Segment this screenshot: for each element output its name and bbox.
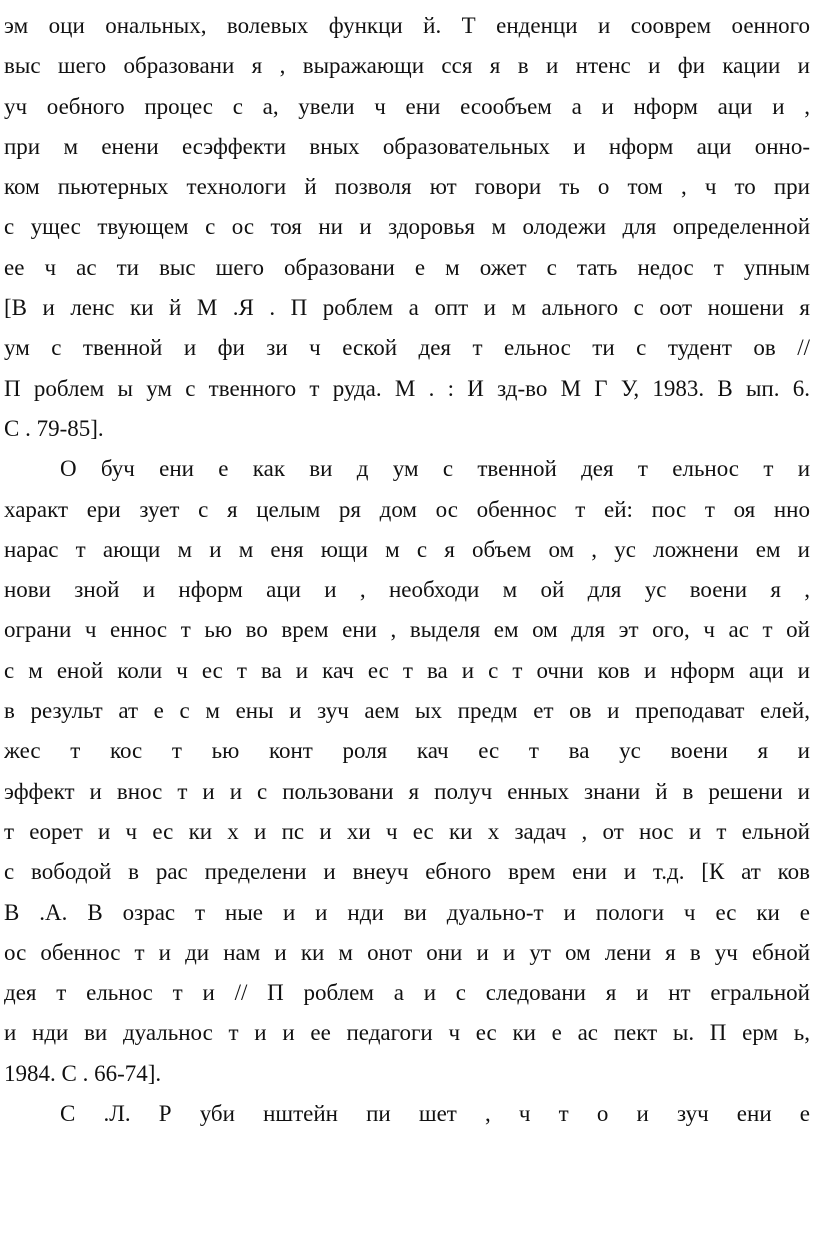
- text-line: и нди ви дуальнос т и и ее педагоги ч ес ки е ас пект ы. П ерм ь,: [4, 1020, 810, 1046]
- text-line: ум с твенной и фи зи ч еской дея т ельнос ти с тудент ов //: [4, 335, 810, 361]
- text-line: ограни ч еннос т ью во врем ени , выделя ем ом для эт ого, ч ас т ой: [4, 617, 810, 643]
- text-line: С . 79-85].: [4, 415, 104, 441]
- text-line: с м еной коли ч ес т ва и кач ес т ва и с т очни ков и нформ аци и: [4, 657, 810, 683]
- text-line: нарас т ающи м и м еня ющи м с я объем ом , ус ложнени ем и: [4, 536, 810, 562]
- text-line: П роблем ы ум с твенного т руда. М . : И зд-во М Г У, 1983. В ып. 6.: [4, 375, 810, 401]
- paragraph: [4, 1094, 810, 1134]
- text-line: с вободой в рас пределени и внеуч ебного врем ени и т.д. [К ат ков: [4, 859, 810, 885]
- paragraph: [4, 6, 810, 449]
- text-line: жес т кос т ью конт роля кач ес т ва ус воени я и: [4, 738, 810, 764]
- text-line: В .А. В озрас т ные и и нди ви дуально-т и пологи ч ес ки е: [4, 899, 810, 925]
- text-line: т еорет и ч ес ки х и пс и хи ч ес ки х задач , от нос и т ельной: [4, 818, 810, 844]
- text-line: характ ери зует с я целым ря дом ос обеннос т ей: пос т оя нно: [4, 496, 810, 522]
- text-line: выс шего образовани я , выражающи сся я в и нтенс и фи кации и: [4, 53, 810, 79]
- text-line: 1984. С . 66-74].: [4, 1060, 162, 1086]
- text-line: при м енени есэффекти вных образовательных и нформ аци онно-: [4, 133, 810, 159]
- text-line: эм оци ональных, волевых функци й. Т енденци и сооврем оенного: [4, 13, 810, 38]
- paragraph: [4, 449, 810, 1094]
- text-line: в результ ат е с м ены и зуч аем ых предм ет ов и преподават елей,: [4, 698, 810, 724]
- text-line: [В и ленс ки й М .Я . П роблем а опт и м ального с оот ношени я: [4, 295, 810, 321]
- text-line: нови зной и нформ аци и , необходи м ой для ус воени я ,: [4, 577, 810, 603]
- text-line: с ущес твующем с ос тоя ни и здоровья м олодежи для определенной: [4, 214, 810, 240]
- text-line: уч оебного процес с а, увели ч ени есообъем а и нформ аци и ,: [4, 93, 810, 119]
- text-line: О буч ени е как ви д ум с твенной дея т ельнос т и: [60, 456, 810, 482]
- text-line: ее ч ас ти выс шего образовани е м ожет с тать недос т упным: [4, 254, 810, 280]
- text-line: ком пьютерных технологи й позволя ют говори ть о том , ч то при: [4, 174, 810, 200]
- text-line: ос обеннос т и ди нам и ки м онот они и и ут ом лени я в уч ебной: [4, 939, 810, 965]
- text-line: С .Л. Р уби нштейн пи шет , ч т о и зуч ени е: [60, 1101, 810, 1127]
- text-line: эффект и внос т и и с пользовани я получ енных знани й в решени и: [4, 778, 810, 804]
- text-line: дея т ельнос т и // П роблем а и с следовани я и нт егральной: [4, 980, 810, 1006]
